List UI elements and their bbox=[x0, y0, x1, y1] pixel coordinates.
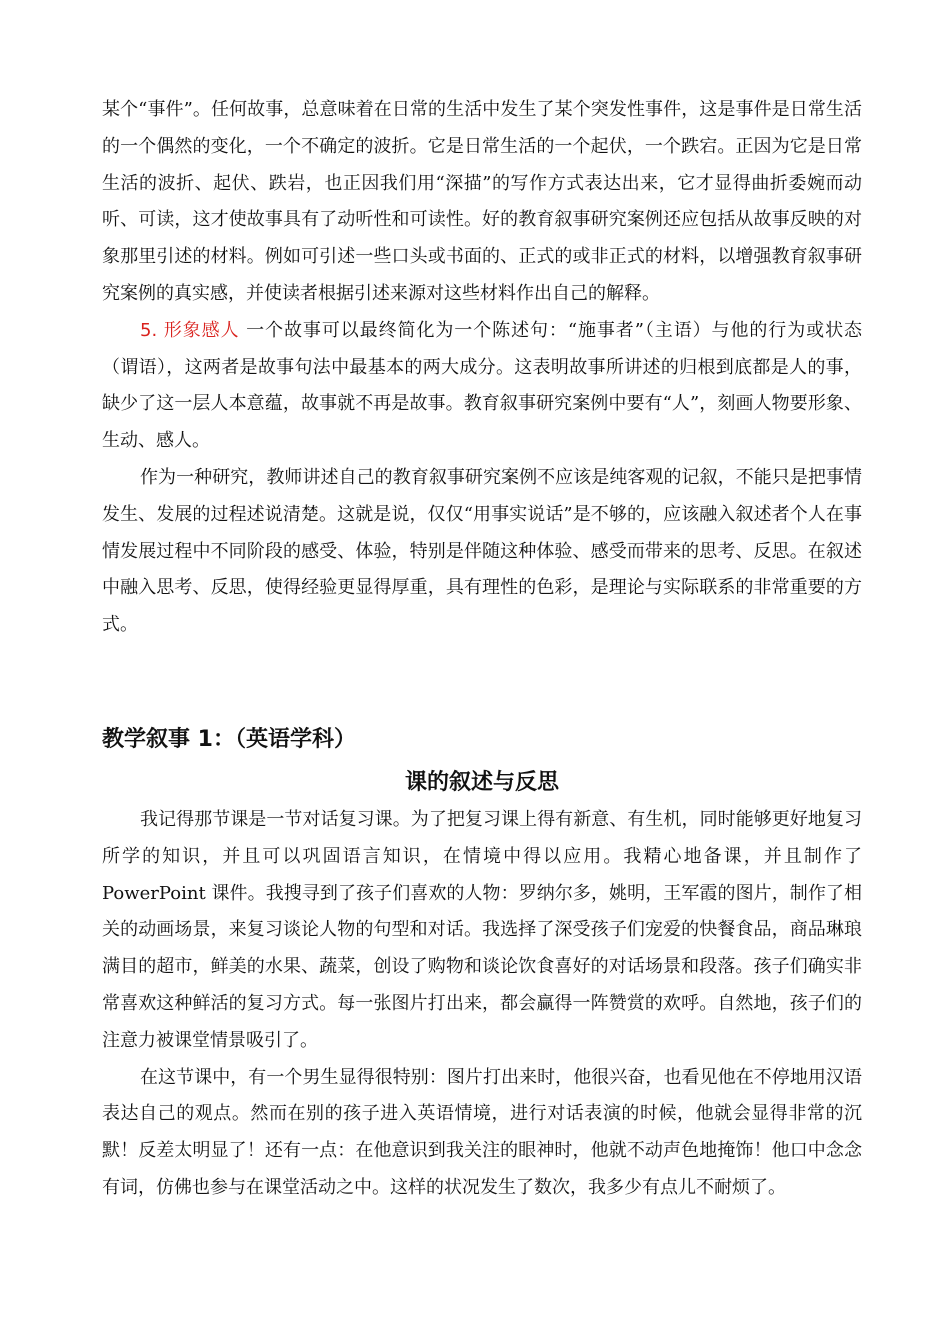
document-page bbox=[102, 92, 862, 1207]
point-5-heading: 5. 形象感人 bbox=[140, 319, 240, 341]
section-spacer bbox=[102, 644, 862, 722]
paragraph-event: 某个“事件”。任何故事，总意味着在日常的生活中发生了某个突发性事件，这是事件是日常生活的一个偶然的变化，一个不确定的波折。它是日常生活的一个起伏，一个跌宕。正因为它是日常生活的波折、起伏、跌岩，也正因我们用“深描”的写作方式表达出来，它才显得曲折委婉而动听、可读，这才使故事具有了动听性和可读性。好的教育叙事研究案例还应包括从故事反映的对象那里引述的材料。例如可引述一些口头或书面的、正式的或非正式的材料，以增强教育叙事研究案例的真实感，并使读者根据引述来源对这些材料作出自己的解释。 bbox=[102, 99, 862, 304]
article-title: 课的叙述与反思 bbox=[404, 769, 559, 795]
paragraph-student-observation: 在这节课中，有一个男生显得很特别：图片打出来时，他很兴奋，也看见他在不停地用汉语表达自己的观点。然而在别的孩子进入英语情境，进行对话表演的时候，他就会显得非常的沉默！反差太明显了！还有一点：在他意识到我关注的眼神时，他就不动声色地掩饰！他口中念念有词，仿佛也参与在课堂活动之中。这样的状况发生了数次，我多少有点儿不耐烦了。 bbox=[102, 1066, 862, 1198]
section-title: 教学叙事 1：（英语学科） bbox=[102, 726, 356, 752]
paragraph-lesson-description: 我记得那节课是一节对话复习课。为了把复习课上得有新意、有生机，同时能够更好地复习所学的知识，并且可以巩固语言知识，在情境中得以应用。我精心地备课，并且制作了 PowerPoint 课件。我搜寻到了孩子们喜欢的人物：罗纳尔多，姚明，王军霞的图片，制作了相关的动画场景，来复习谈论人物的句型和对话。我选择了深受孩子们宠爱的快餐食品，商品琳琅满目的超市，鲜美的水果、蔬菜，创设了购物和谈论饮食喜好的对话场景和段落。孩子们确实非常喜欢这种鲜活的复习方式。每一张图片打出来，都会赢得一阵赞赏的欢呼。自然地，孩子们的注意力被课堂情景吸引了。 bbox=[102, 808, 862, 1051]
paragraph-reflection: 作为一种研究，教师讲述自己的教育叙事研究案例不应该是纯客观的记叙，不能只是把事情发生、发展的过程述说清楚。这就是说，仅仅“用事实说话”是不够的，应该融入叙述者个人在事情发展过程中不同阶段的感受、体验，特别是伴随这种体验、感受而带来的思考、反思。在叙述中融入思考、反思，使得经验更显得厚重，具有理性的色彩，是理论与实际联系的非常重要的方式。 bbox=[102, 466, 862, 636]
paragraph-vivid-image-text: 一个故事可以最终简化为一个陈述句：“施事者”（主语）与他的行为或状态（谓语），这两者是故事句法中最基本的两大成分。这表明故事所讲述的归根到底都是人的事，缺少了这一层人本意蕴，故事就不再是故事。教育叙事研究案例中要有“人”，刻画人物要形象、生动、感人。 bbox=[102, 319, 862, 452]
paragraph-vivid-image bbox=[102, 313, 862, 460]
